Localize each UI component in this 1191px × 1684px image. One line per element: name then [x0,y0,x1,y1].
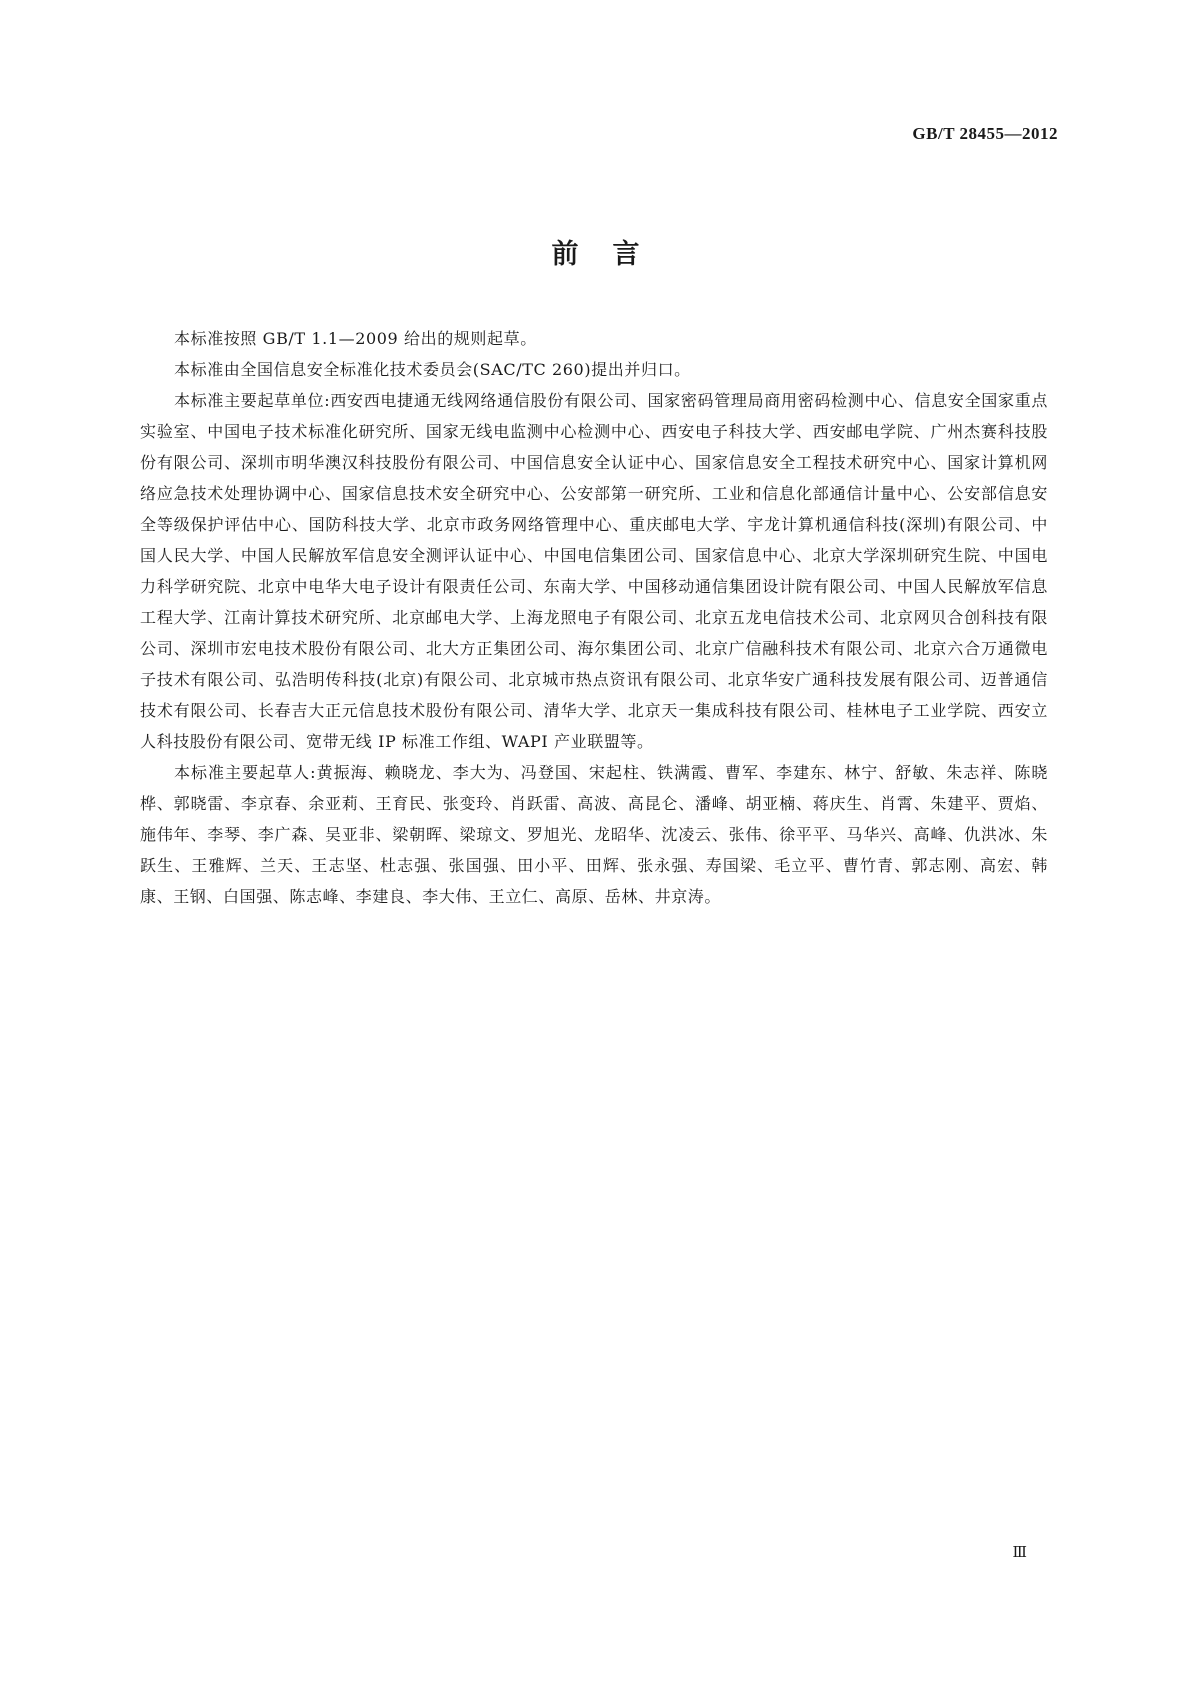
page-number: Ⅲ [1012,1545,1026,1561]
foreword-body [140,323,1048,912]
paragraph-drafting-rules: 本标准按照 GB/T 1.1—2009 给出的规则起草。 [174,329,537,348]
page-title: 前言 [551,239,674,270]
paragraph-drafters: 本标准主要起草人:黄振海、赖晓龙、李大为、冯登国、宋起柱、铁满霞、曹军、李建东、林宁、舒敏、朱志祥、陈晓桦、郭晓雷、李京春、余亚莉、王育民、张变玲、肖跃雷、高波、高昆仑、潘峰、胡亚楠、蒋庆生、肖霄、朱建平、贾焰、施伟年、李琴、李广森、吴亚非、梁朝晖、梁琼文、罗旭光、龙昭华、沈凌云、张伟、徐平平、马华兴、高峰、仇洪冰、朱跃生、王雅辉、兰天、王志坚、杜志强、张国强、田小平、田辉、张永强、寿国梁、毛立平、曹竹青、郭志刚、高宏、韩康、王钢、白国强、陈志峰、李建良、李大伟、王立仁、高原、岳林、井京涛。 [140,763,1048,906]
paragraph-drafting-organizations: 本标准主要起草单位:西安西电捷通无线网络通信股份有限公司、国家密码管理局商用密码检测中心、信息安全国家重点实验室、中国电子技术标准化研究所、国家无线电监测中心检测中心、西安电子科技大学、西安邮电学院、广州杰赛科技股份有限公司、深圳市明华澳汉科技股份有限公司、中国信息安全认证中心、国家信息安全工程技术研究中心、国家计算机网络应急技术处理协调中心、国家信息技术安全研究中心、公安部第一研究所、工业和信息化部通信计量中心、公安部信息安全等级保护评估中心、国防科技大学、北京市政务网络管理中心、重庆邮电大学、宇龙计算机通信科技(深圳)有限公司、中国人民大学、中国人民解放军信息安全测评认证中心、中国电信集团公司、国家信息中心、北京大学深圳研究生院、中国电力科学研究院、北京中电华大电子设计有限责任公司、东南大学、中国移动通信集团设计院有限公司、中国人民解放军信息工程大学、江南计算技术研究所、北京邮电大学、上海龙照电子有限公司、北京五龙电信技术公司、北京网贝合创科技有限公司、深圳市宏电技术股份有限公司、北大方正集团公司、海尔集团公司、北京广信融科技术有限公司、北京六合万通微电子技术有限公司、弘浩明传科技(北京)有限公司、北京城市热点资讯有限公司、北京华安广通科技发展有限公司、迈普通信技术有限公司、长春吉大正元信息技术股份有限公司、清华大学、北京天一集成科技有限公司、桂林电子工业学院、西安立人科技股份有限公司、宽带无线 IP 标准工作组、WAPI 产业联盟等。 [140,391,1048,751]
paragraph-proposer: 本标准由全国信息安全标准化技术委员会(SAC/TC 260)提出并归口。 [174,360,691,379]
standard-number: GB/T 28455—2012 [912,124,1058,143]
